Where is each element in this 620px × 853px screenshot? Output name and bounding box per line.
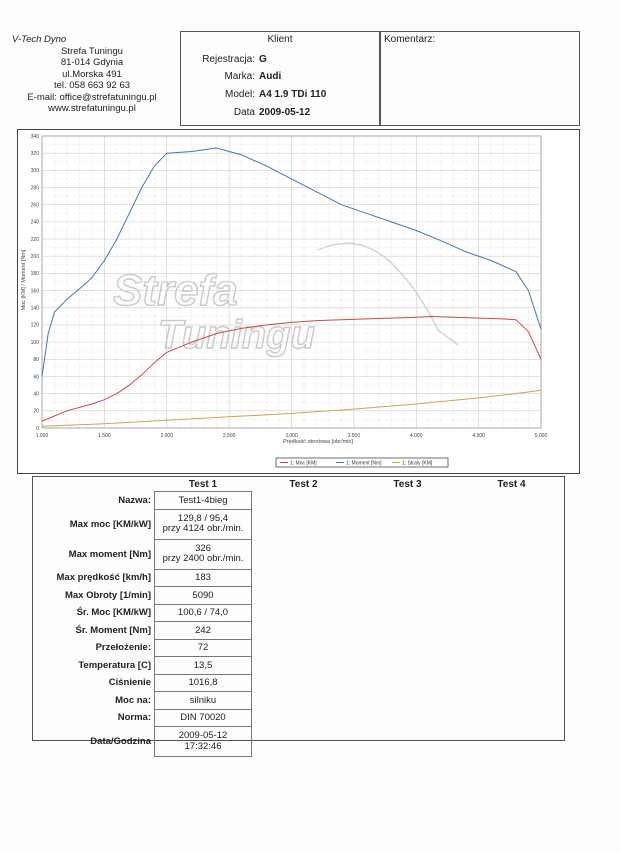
klient-title: Klient <box>267 34 293 45</box>
results-label: Max prędkość [km/h] <box>56 572 151 584</box>
chart-axes <box>31 134 548 439</box>
y-tick-label: 0 <box>36 425 39 432</box>
results-row <box>33 569 564 587</box>
x-axis-label: Prędkość obrotowa [obr/min] <box>282 439 354 445</box>
x-tick-label: 4.000 <box>409 433 423 439</box>
y-tick-label: 240 <box>30 219 39 226</box>
results-row <box>33 622 564 640</box>
results-value: 1016,8 <box>155 674 252 692</box>
x-tick-label: 3.000 <box>285 433 298 439</box>
y-tick-label: 340 <box>30 133 39 140</box>
y-tick-label: 260 <box>30 202 39 209</box>
results-value-main: 326 <box>195 542 211 554</box>
watermark <box>113 243 458 357</box>
dyno-chart <box>17 129 580 474</box>
watermark-text: Strefa <box>113 266 238 315</box>
legend-label: 1: Straty [KM] <box>402 460 433 467</box>
y-tick-label: 160 <box>30 288 39 295</box>
klient-label: Model: <box>224 89 255 100</box>
komentarz-label: Komentarz: <box>384 34 436 45</box>
results-value-sub: przy 4124 obr./min. <box>162 523 244 534</box>
results-row <box>33 674 564 692</box>
results-value: 72 <box>155 639 252 657</box>
results-value-main: 2009-05-12 <box>178 730 228 741</box>
results-label: Nazwa: <box>118 494 151 506</box>
results-label: Moc na: <box>115 694 151 706</box>
results-label: Temperatura [C] <box>78 659 151 671</box>
klient-label: Data <box>233 107 255 118</box>
legend-label: 1: Moc [KM] <box>290 460 317 467</box>
results-value <box>155 727 252 757</box>
results-label: Śr. Moc [KM/kW] <box>76 607 151 619</box>
results-label: Przełożenie: <box>95 642 151 654</box>
results-value-sub: przy 2400 obr./min. <box>162 553 244 564</box>
results-col-test3: Test 3 <box>393 478 422 490</box>
company-line: Strefa Tuningu <box>61 45 123 57</box>
y-tick-label: 100 <box>30 339 39 346</box>
x-tick-label: 4.500 <box>472 433 485 439</box>
x-tick-label: 3.500 <box>347 433 361 439</box>
klient-label: Marka: <box>224 71 255 82</box>
chart-grid <box>42 136 541 428</box>
klient-value: Audi <box>259 71 282 82</box>
y-tick-label: 300 <box>30 168 39 175</box>
results-value-main: 129,8 / 95,4 <box>177 512 229 524</box>
watermark-swoosh <box>318 243 458 345</box>
y-tick-label: 280 <box>30 185 39 192</box>
legend-label: 1: Moment [Nm] <box>346 460 382 467</box>
company-line: 81-014 Gdynia <box>60 57 124 68</box>
results-value: silniku <box>155 692 252 710</box>
y-tick-label: 20 <box>33 408 39 415</box>
x-tick-label: 2.500 <box>222 433 236 439</box>
y-tick-label: 220 <box>30 236 39 243</box>
company-line: E-mail: office@strefatuningu.pl <box>27 91 157 103</box>
y-tick-label: 120 <box>30 322 39 329</box>
klient-box <box>180 31 380 126</box>
results-label: Max Obroty [1/min] <box>64 589 151 601</box>
results-row <box>33 692 564 710</box>
results-row <box>33 587 564 605</box>
results-header-row <box>33 477 564 492</box>
company-brand: V-Tech Dyno <box>12 34 67 45</box>
results-value: Test1-4bieg <box>155 492 252 510</box>
chart-legend <box>276 458 448 467</box>
results-value: 13,5 <box>155 657 252 675</box>
results-value: 100,6 / 74,0 <box>155 604 252 622</box>
watermark-text: Tuningu <box>158 313 315 357</box>
results-table <box>32 476 565 752</box>
results-value <box>155 509 252 539</box>
company-line: ul.Morska 491 <box>62 68 122 80</box>
x-tick-label: 5.000 <box>534 433 548 439</box>
results-label: Norma: <box>117 712 151 724</box>
y-tick-label: 320 <box>30 150 39 157</box>
results-label: Data/Godzina <box>90 736 151 747</box>
y-tick-label: 200 <box>30 254 39 261</box>
y-tick-label: 140 <box>30 305 39 312</box>
y-tick-label: 40 <box>33 391 39 398</box>
results-row <box>33 604 564 622</box>
results-value <box>155 539 252 569</box>
company-line: tel. 058 663 92 63 <box>53 80 131 91</box>
results-row <box>33 539 564 569</box>
klient-value: A4 1.9 TDi 110 <box>259 89 327 100</box>
results-header-empty <box>33 477 155 492</box>
results-row <box>33 492 564 510</box>
y-axis-label: Moc [KM] / Moment [Nm] <box>21 249 27 311</box>
results-value: DIN 70020 <box>155 709 252 727</box>
klient-value: G <box>259 54 267 65</box>
company-line: www.strefatuningu.pl <box>48 103 136 114</box>
x-tick-label: 2.000 <box>160 433 174 439</box>
results-label: Śr. Moment [Nm] <box>75 624 151 636</box>
results-value: 5090 <box>155 587 252 605</box>
results-col-test1: Test 1 <box>188 478 218 490</box>
results-col-test4: Test 4 <box>497 478 526 490</box>
klient-label: Rejestracja: <box>202 54 255 65</box>
x-tick-label: 1.000 <box>35 433 49 439</box>
y-tick-label: 60 <box>33 374 39 381</box>
y-tick-label: 180 <box>30 271 39 278</box>
results-row <box>33 639 564 657</box>
company-info <box>12 34 172 115</box>
results-row <box>33 657 564 675</box>
chart-svg <box>18 130 579 473</box>
x-tick-label: 1.500 <box>98 433 111 439</box>
results-label: Ciśnienie <box>108 677 151 689</box>
y-tick-label: 80 <box>33 357 39 364</box>
results-value: 242 <box>155 622 252 640</box>
klient-value: 2009-05-12 <box>259 107 311 118</box>
results-label: Max moment [Nm] <box>68 548 151 560</box>
results-value-sub: 17:32:46 <box>184 740 222 752</box>
results-row <box>33 509 564 539</box>
results-col-test2: Test 2 <box>289 478 318 490</box>
komentarz-box <box>380 31 580 126</box>
results-value: 183 <box>155 569 252 587</box>
results-label: Max moc [KM/kW] <box>69 518 151 530</box>
results-row <box>33 709 564 727</box>
results-row <box>33 727 564 757</box>
